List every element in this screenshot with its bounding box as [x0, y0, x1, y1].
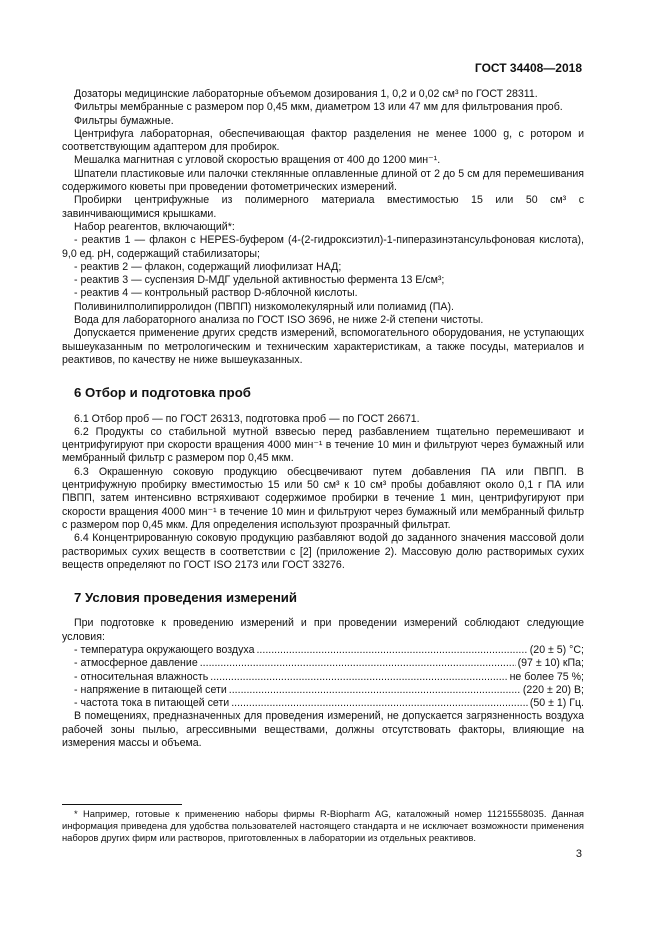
dot-leader [210, 671, 507, 684]
paragraph: Дозаторы медицинские лабораторные объемом дозирования 1, 0,2 и 0,02 см³ по ГОСТ 28311. [74, 88, 538, 100]
condition-value: (50 ± 1) Гц. [529, 697, 584, 710]
condition-item [62, 684, 584, 697]
section-heading: 6 Отбор и подготовка проб [74, 385, 251, 401]
condition-label: - напряжение в питающей сети [74, 683, 227, 696]
section-heading: 7 Условия проведения измерений [74, 590, 298, 606]
condition-item [62, 657, 584, 670]
document-body [62, 88, 584, 750]
condition-label: - температура окружающего воздуха [74, 643, 255, 656]
paragraph: 6.2 Продукты со стабильной мутной взвесью перед разбавлением тщательно перемешивают и центрифугируют при скорости вращения 4000 мин⁻¹ в течение 10 мин и фильтруют через бумажный или мембранный фильтр с размером пор 0,45 мкм. [62, 425, 584, 465]
paragraph: Фильтры бумажные. [74, 114, 174, 127]
paragraph: Вода для лабораторного анализа по ГОСТ ISO 3696, не ниже 2-й степени чистоты. [74, 314, 484, 327]
list-item: - реактив 1 — флакон с HEPES-буфером (4-(2-гидроксиэтил)-1-пиперазинэтансульфоновая кислота), 9,0 ед. pH, содержащий стабилизаторы; [62, 234, 584, 260]
page-number: 3 [575, 848, 582, 860]
paragraph: Шпатели пластиковые или палочки стеклянные оплавленные длиной от 2 до 5 см для перемешивания содержимого кюветы при проведении фотометрических измерений. [62, 167, 584, 194]
condition-label: - относительная влажность [74, 670, 209, 683]
condition-label: - атмосферное давление [74, 657, 198, 670]
condition-value: (20 ± 5) °С; [529, 643, 584, 656]
paragraph: 6.4 Концентрированную соковую продукцию разбавляют водой до заданного значения массовой доли растворимых сухих веществ в соответствии с [2] (приложение 2). Массовую долю растворимых сухих веществ определяют по ГОСТ ISO 2173 или ГОСТ 33276. [62, 532, 584, 571]
dot-leader [229, 684, 521, 697]
dot-leader [200, 657, 516, 670]
dot-leader [256, 644, 527, 657]
paragraph: Набор реагентов, включающий*: [74, 220, 235, 233]
list-item: - реактив 4 — контрольный раствор D-яблочной кислоты. [74, 287, 358, 300]
paragraph: Мешалка магнитная с угловой скоростью вращения от 400 до 1200 мин⁻¹. [74, 154, 441, 167]
paragraph: Пробирки центрифужные из полимерного материала вместимостью 15 или 50 см³ с завинчивающимися крышками. [62, 194, 584, 220]
condition-item [62, 644, 584, 657]
paragraph: 6.3 Окрашенную соковую продукцию обесцвечивают путем добавления ПА или ПВПП. В центрифужную пробирку вместимостью 15 или 50 см³ к 10 см³ пробы добавляют около 0,1 г ПА или ПВПП, затем интенсивно встряхивают содержимое пробирки в течение 1 мин, центрифугируют при скорости вращения 4000 мин⁻¹ в течение 10 мин и фильтруют через бумажный или мембранный фильтр с размером пор 0,45 мкм. Для определения используют прозрачный фильтрат. [62, 465, 584, 531]
paragraph: Фильтры мембранные с размером пор 0,45 мкм, диаметром 13 или 47 мм для фильтрования проб. [74, 101, 563, 114]
footnote-rule [62, 804, 182, 805]
condition-item [62, 671, 584, 684]
dot-leader [231, 697, 528, 710]
condition-value: не более 75 %; [509, 670, 584, 683]
condition-item [62, 697, 584, 710]
paragraph: Центрифуга лабораторная, обеспечивающая фактор разделения не менее 1000 g, с ротором и соответствующим адаптером для пробирок. [62, 127, 584, 154]
paragraph: В помещениях, предназначенных для проведения измерений, не допускается загрязненность воздуха рабочей зоны пылью, агрессивными веществами, должны отсутствовать факторы, влияющие на измерения массы и объема. [62, 710, 584, 750]
standard-header: ГОСТ 34408—2018 [474, 61, 582, 75]
condition-label: - частота тока в питающей сети [74, 697, 230, 710]
condition-value: (220 ± 20) В; [522, 683, 584, 696]
paragraph: 6.1 Отбор проб — по ГОСТ 26313, подготовка проб — по ГОСТ 26671. [74, 412, 420, 425]
condition-value: (97 ± 10) кПа; [517, 657, 584, 670]
list-item: - реактив 2 — флакон, содержащий лиофилизат НАД; [74, 260, 342, 273]
conditions-list [62, 644, 584, 710]
paragraph: Поливинилполипирролидон (ПВПП) низкомолекулярный или полиамид (ПА). [74, 300, 454, 313]
paragraph: Допускается применение других средств измерений, вспомогательного оборудования, не уступающих вышеуказанным по метрологическим и техническим характеристикам, а также посуды, материалов и реактивов, по качеству не ниже вышеуказанных. [62, 327, 584, 366]
footnote: * Например, готовые к применению наборы фирмы R-Biopharm AG, каталожный номер 11215558035. Данная информация приведена для удобства пользователей настоящего стандарта и не исключает возможности применения наборов других фирм или растворов, приготовленных в лаборатории из отдельных реактивов. [62, 808, 584, 844]
paragraph: При подготовке к проведению измерений и при проведении измерений соблюдают следующие условия: [62, 617, 584, 643]
list-item: - реактив 3 — суспензия D-МДГ удельной активностью фермента 13 Е/см³; [74, 274, 445, 287]
